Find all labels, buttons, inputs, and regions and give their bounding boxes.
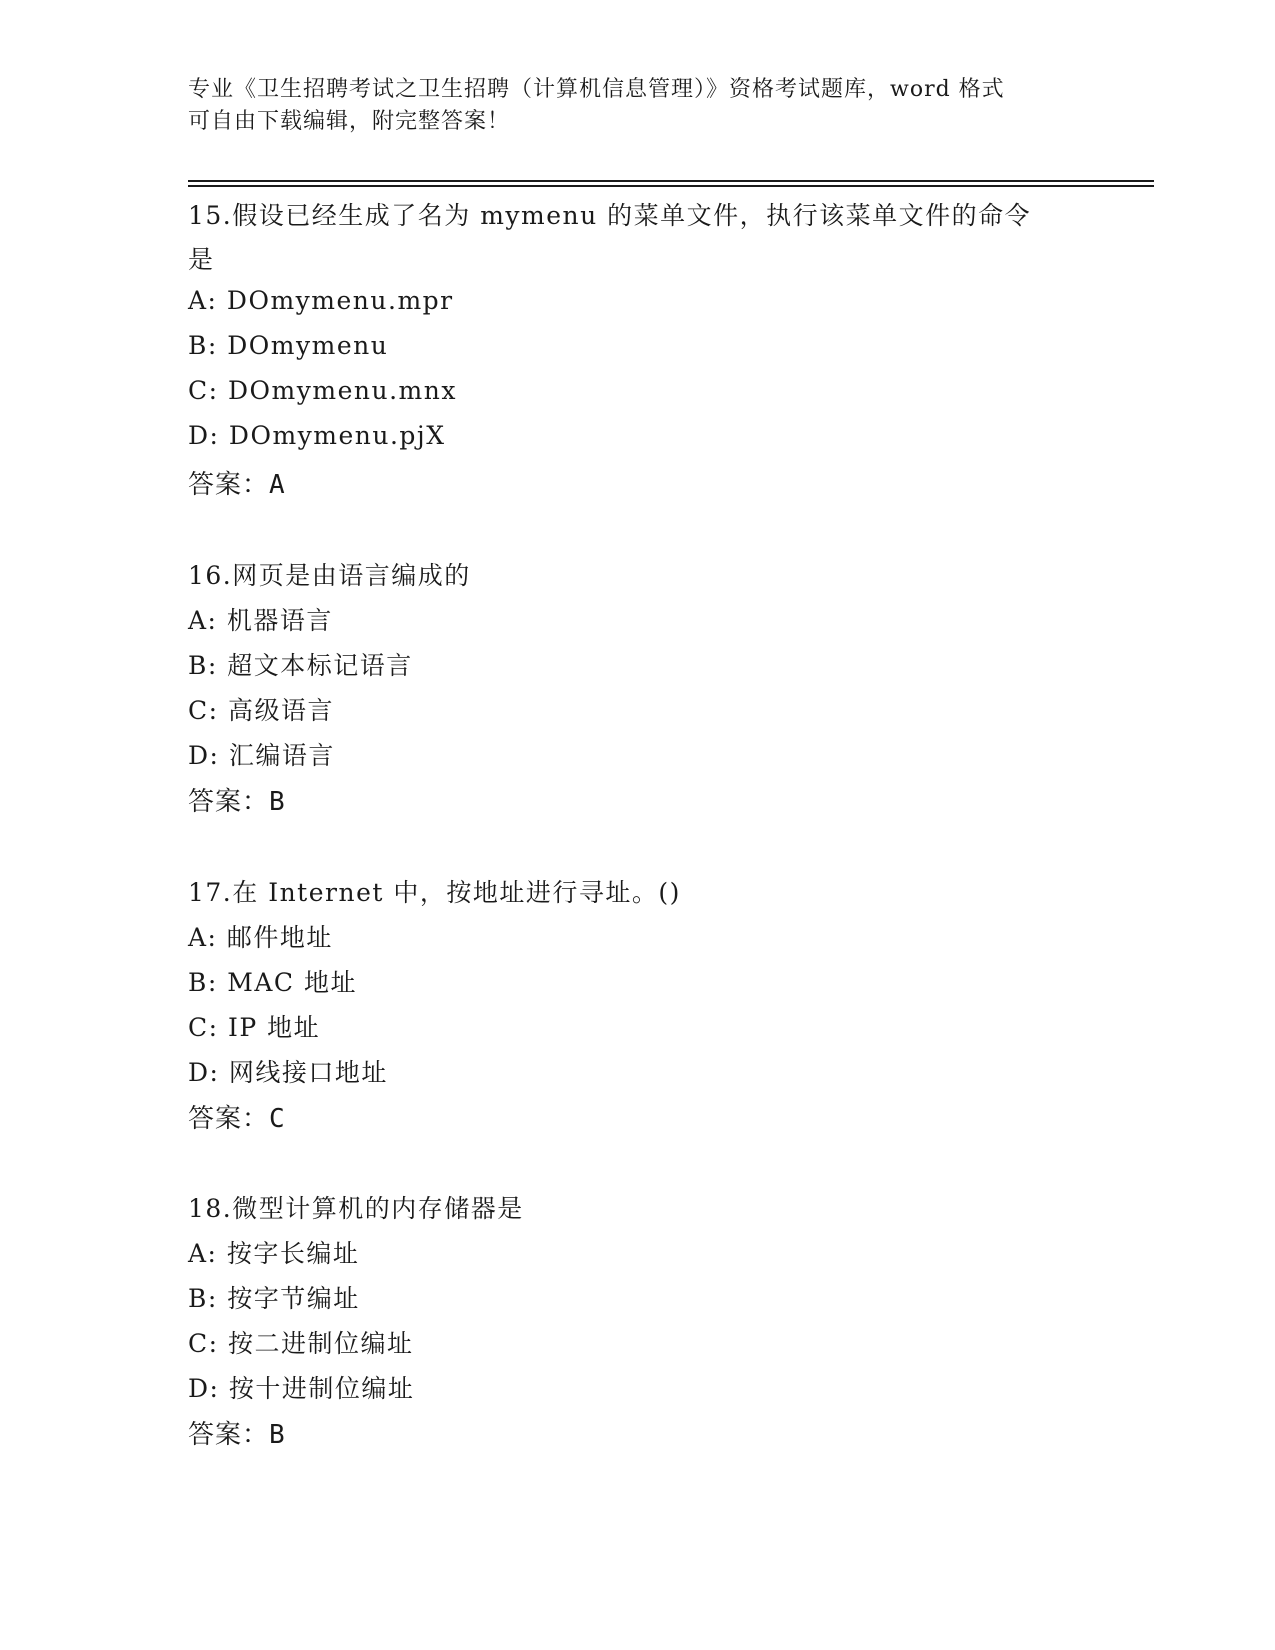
- header-divider-top: [188, 180, 1154, 182]
- question-18-stem: 18.微型计算机的内存储器是: [188, 1194, 524, 1223]
- question-16-option-a: A: 机器语言: [188, 606, 333, 635]
- header-line-1: 专业《卫生招聘考试之卫生招聘（计算机信息管理）》资格考试题库，word 格式: [188, 77, 1005, 102]
- question-18-option-c: C: 按二进制位编址: [188, 1329, 414, 1358]
- question-17-option-b: B: MAC 地址: [188, 968, 357, 997]
- question-17-option-a: A: 邮件地址: [188, 923, 333, 952]
- question-16-answer: 答案：B: [188, 787, 286, 817]
- question-15-option-d: D: DOmymenu.pjX: [188, 421, 446, 450]
- question-15-answer: 答案：A: [188, 470, 286, 500]
- question-17-stem: 17.在 Internet 中，按地址进行寻址。(): [188, 878, 681, 907]
- question-16-stem: 16.网页是由语言编成的: [188, 561, 471, 590]
- document-header: [188, 74, 1088, 138]
- question-16-option-d: D: 汇编语言: [188, 741, 335, 770]
- header-divider-bottom: [188, 185, 1154, 187]
- question-15-option-b: B: DOmymenu: [188, 331, 389, 360]
- question-18-option-b: B: 按字节编址: [188, 1284, 360, 1313]
- question-15-option-c: C: DOmymenu.mnx: [188, 376, 457, 405]
- question-17-option-d: D: 网线接口地址: [188, 1058, 388, 1087]
- question-18-option-a: A: 按字长编址: [188, 1239, 360, 1268]
- question-18-option-d: D: 按十进制位编址: [188, 1374, 415, 1403]
- question-18-answer: 答案：B: [188, 1420, 286, 1450]
- question-16-option-c: C: 高级语言: [188, 696, 334, 725]
- question-15-stem: 15.假设已经生成了名为 mymenu 的菜单文件，执行该菜单文件的命令: [188, 201, 1032, 230]
- question-16-option-b: B: 超文本标记语言: [188, 651, 413, 680]
- question-17-answer: 答案：C: [188, 1104, 286, 1134]
- question-15-option-a: A: DOmymenu.mpr: [188, 286, 454, 315]
- header-line-2: 可自由下载编辑，附完整答案！: [188, 109, 511, 134]
- question-15-stem-continued: 是: [188, 245, 215, 274]
- question-17-option-c: C: IP 地址: [188, 1013, 321, 1042]
